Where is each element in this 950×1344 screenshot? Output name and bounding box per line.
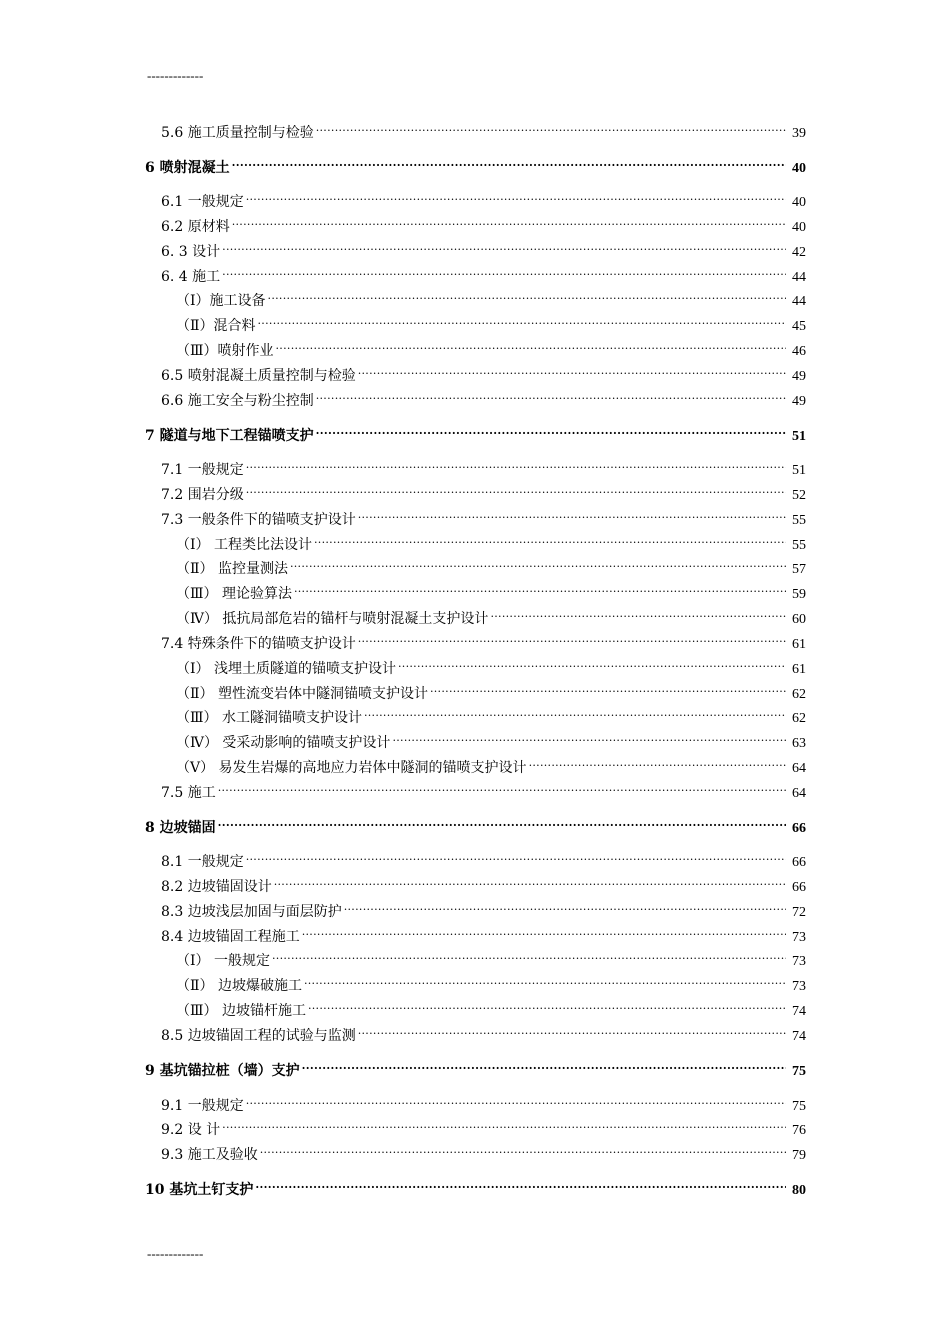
toc-entry xyxy=(176,752,806,776)
toc-entry-label: （Ⅱ）混合料 xyxy=(176,318,256,334)
toc-entry-label: 9.2 设 计 xyxy=(161,1122,221,1138)
toc-entry xyxy=(161,117,806,141)
toc-entry xyxy=(161,261,806,285)
toc-entry-label: 8.5 边坡锚固工程的试验与监测 xyxy=(161,1028,356,1044)
toc-entry-label: （Ⅴ） 易发生岩爆的高地应力岩体中隧洞的锚喷支护设计 xyxy=(176,760,527,776)
toc-leader-dots xyxy=(258,310,786,330)
toc-leader-dots xyxy=(358,1020,786,1040)
toc-page-number: 46 xyxy=(792,344,806,359)
toc-leader-dots xyxy=(490,603,786,623)
toc-leader-dots xyxy=(222,261,786,281)
toc-page-number: 40 xyxy=(792,220,806,235)
toc-leader-dots xyxy=(316,385,786,405)
toc-page-number: 49 xyxy=(792,394,806,409)
toc-page-number: 73 xyxy=(792,979,806,994)
toc-entry xyxy=(161,211,806,235)
toc-entry-label: 8.3 边坡浅层加固与面层防护 xyxy=(161,904,342,920)
toc-entry xyxy=(161,454,806,478)
toc-entry-label: 7.1 一般规定 xyxy=(161,462,244,478)
toc-leader-dots xyxy=(430,678,786,698)
toc-leader-dots xyxy=(268,285,786,305)
toc-page-number: 45 xyxy=(792,319,806,334)
toc-entry-label: （Ⅳ） 受采动影响的锚喷支护设计 xyxy=(176,735,391,751)
toc-entry-label: 6. 4 施工 xyxy=(161,269,221,285)
toc-chapter-entry xyxy=(145,1055,806,1079)
toc-page-number: 66 xyxy=(792,821,806,836)
toc-entry-label: 8.2 边坡锚固设计 xyxy=(161,879,272,895)
toc-leader-dots xyxy=(358,504,786,524)
toc-page-number: 57 xyxy=(792,562,806,577)
toc-leader-dots xyxy=(302,921,786,941)
toc-page-number: 51 xyxy=(792,429,806,444)
toc-entry xyxy=(176,970,806,994)
toc-page-number: 72 xyxy=(792,905,806,920)
toc-page-number: 64 xyxy=(792,761,806,776)
toc-entry-label: 10 基坑土钉支护 xyxy=(145,1182,254,1198)
toc-entry-label: 6.5 喷射混凝土质量控制与检验 xyxy=(161,368,356,384)
toc-page-number: 73 xyxy=(792,930,806,945)
toc-entry-label: 7.3 一般条件下的锚喷支护设计 xyxy=(161,512,356,528)
toc-page-number: 74 xyxy=(792,1029,806,1044)
toc-leader-dots xyxy=(358,360,786,380)
toc-leader-dots xyxy=(304,970,786,990)
toc-entry xyxy=(161,186,806,210)
toc-page-number: 80 xyxy=(792,1183,806,1198)
toc-entry-label: （Ⅱ） 监控量测法 xyxy=(176,561,288,577)
toc-page-number: 39 xyxy=(792,126,806,141)
toc-leader-dots xyxy=(344,896,786,916)
toc-entry-label: （Ⅲ） 理论验算法 xyxy=(176,586,292,602)
toc-entry xyxy=(161,1020,806,1044)
toc-chapter-entry xyxy=(145,152,806,176)
toc-entry xyxy=(161,385,806,409)
toc-page-number: 74 xyxy=(792,1004,806,1019)
toc-leader-dots xyxy=(529,752,786,772)
toc-page-number: 52 xyxy=(792,488,806,503)
toc-entry-label: （Ⅱ） 边坡爆破施工 xyxy=(176,978,302,994)
toc-leader-dots xyxy=(274,871,786,891)
toc-entry-label: 7.5 施工 xyxy=(161,785,216,801)
toc-entry-label: 9 基坑锚拉桩（墙）支护 xyxy=(145,1063,300,1079)
toc-leader-dots xyxy=(392,727,786,747)
toc-entry xyxy=(161,896,806,920)
toc-entry xyxy=(176,335,806,359)
toc-leader-dots xyxy=(232,152,786,172)
toc-page-number: 66 xyxy=(792,855,806,870)
toc-entry xyxy=(161,871,806,895)
toc-page-number: 55 xyxy=(792,513,806,528)
toc-entry-label: 8.4 边坡锚固工程施工 xyxy=(161,929,300,945)
toc-chapter-entry xyxy=(145,1174,806,1198)
toc-page-number: 40 xyxy=(792,161,806,176)
toc-entry xyxy=(161,479,806,503)
header-rule: ------------- xyxy=(147,68,204,83)
toc-entry xyxy=(161,1114,806,1138)
toc-leader-dots xyxy=(314,529,786,549)
toc-leader-dots xyxy=(308,995,786,1015)
toc-page-number: 60 xyxy=(792,612,806,627)
toc-page-number: 62 xyxy=(792,687,806,702)
toc-entry xyxy=(176,653,806,677)
toc-entry xyxy=(176,578,806,602)
toc-entry-label: 7.4 特殊条件下的锚喷支护设计 xyxy=(161,636,356,652)
toc-entry xyxy=(176,678,806,702)
toc-entry-label: （Ⅲ） 边坡锚杆施工 xyxy=(176,1003,306,1019)
toc-page-number: 42 xyxy=(792,245,806,260)
toc-entry xyxy=(161,777,806,801)
toc-page-number: 51 xyxy=(792,463,806,478)
toc-page-number: 75 xyxy=(792,1064,806,1079)
toc-page-number: 55 xyxy=(792,538,806,553)
toc-leader-dots xyxy=(246,454,786,474)
toc-page-number: 49 xyxy=(792,369,806,384)
toc-page-number: 73 xyxy=(792,954,806,969)
toc-page-number: 64 xyxy=(792,786,806,801)
toc-leader-dots xyxy=(218,812,786,832)
toc-leader-dots xyxy=(260,1139,786,1159)
toc-leader-dots xyxy=(222,1114,786,1134)
toc-entry xyxy=(176,603,806,627)
toc-leader-dots xyxy=(276,335,786,355)
toc-leader-dots xyxy=(222,236,786,256)
toc-entry-label: （Ⅲ）喷射作业 xyxy=(176,343,274,359)
toc-entry xyxy=(161,504,806,528)
toc-leader-dots xyxy=(255,1174,786,1194)
toc-entry xyxy=(176,995,806,1019)
toc-entry-label: 7.2 围岩分级 xyxy=(161,487,244,503)
toc-leader-dots xyxy=(358,628,786,648)
toc-leader-dots xyxy=(246,1090,786,1110)
toc-leader-dots xyxy=(364,702,786,722)
toc-entry xyxy=(161,236,806,260)
toc-chapter-entry xyxy=(145,420,806,444)
toc-entry-label: 9.3 施工及验收 xyxy=(161,1147,258,1163)
toc-leader-dots xyxy=(398,653,786,673)
toc-leader-dots xyxy=(246,186,786,206)
toc-entry-label: （Ⅱ） 塑性流变岩体中隧洞锚喷支护设计 xyxy=(176,686,428,702)
toc-entry-label: 8 边坡锚固 xyxy=(145,820,216,836)
toc-entry xyxy=(161,628,806,652)
toc-leader-dots xyxy=(272,945,786,965)
toc-page-number: 44 xyxy=(792,294,806,309)
toc-leader-dots xyxy=(316,420,786,440)
toc-entry xyxy=(176,310,806,334)
toc-page-number: 63 xyxy=(792,736,806,751)
toc-entry-label: 6. 3 设计 xyxy=(161,244,221,260)
toc-entry-label: （Ⅰ） 工程类比法设计 xyxy=(176,537,312,553)
toc-leader-dots xyxy=(218,777,786,797)
toc-entry-label: 6.1 一般规定 xyxy=(161,194,244,210)
toc-leader-dots xyxy=(302,1055,786,1075)
toc-leader-dots xyxy=(232,211,786,231)
toc-page-number: 62 xyxy=(792,711,806,726)
toc-page-number: 66 xyxy=(792,880,806,895)
toc-page-number: 75 xyxy=(792,1099,806,1114)
toc-entry-label: 9.1 一般规定 xyxy=(161,1098,244,1114)
toc-entry-label: 6.6 施工安全与粉尘控制 xyxy=(161,393,314,409)
toc-entry xyxy=(176,285,806,309)
toc-entry-label: 6 喷射混凝土 xyxy=(145,160,230,176)
toc-page-number: 79 xyxy=(792,1148,806,1163)
toc-entry-label: （Ⅰ）施工设备 xyxy=(176,293,266,309)
toc-entry xyxy=(161,921,806,945)
toc-entry xyxy=(161,1139,806,1163)
toc-entry-label: （Ⅳ） 抵抗局部危岩的锚杆与喷射混凝土支护设计 xyxy=(176,611,489,627)
toc-entry xyxy=(161,846,806,870)
toc-page-number: 59 xyxy=(792,587,806,602)
toc-page-number: 44 xyxy=(792,270,806,285)
toc-entry-label: （Ⅲ） 水工隧洞锚喷支护设计 xyxy=(176,710,362,726)
toc-entry-label: （Ⅰ） 浅埋土质隧道的锚喷支护设计 xyxy=(176,661,396,677)
toc-entry-label: 5.6 施工质量控制与检验 xyxy=(161,125,314,141)
toc-entry xyxy=(161,1090,806,1114)
toc-entry xyxy=(176,529,806,553)
toc-page-number: 61 xyxy=(792,662,806,677)
toc-entry xyxy=(176,553,806,577)
toc-entry-label: （Ⅰ） 一般规定 xyxy=(176,953,270,969)
toc-leader-dots xyxy=(246,846,786,866)
toc-leader-dots xyxy=(316,117,786,137)
toc-entry-label: 8.1 一般规定 xyxy=(161,854,244,870)
toc-entry xyxy=(176,727,806,751)
toc-page-number: 61 xyxy=(792,637,806,652)
toc-entry xyxy=(176,945,806,969)
toc-leader-dots xyxy=(294,578,786,598)
toc-page-number: 40 xyxy=(792,195,806,210)
toc-entry-label: 7 隧道与地下工程锚喷支护 xyxy=(145,428,314,444)
toc-entry-label: 6.2 原材料 xyxy=(161,219,230,235)
toc-entry xyxy=(176,702,806,726)
toc-leader-dots xyxy=(290,553,786,573)
toc-page-number: 76 xyxy=(792,1123,806,1138)
toc-entry xyxy=(161,360,806,384)
toc-leader-dots xyxy=(246,479,786,499)
toc-chapter-entry xyxy=(145,812,806,836)
footer-rule: ------------- xyxy=(147,1246,204,1261)
